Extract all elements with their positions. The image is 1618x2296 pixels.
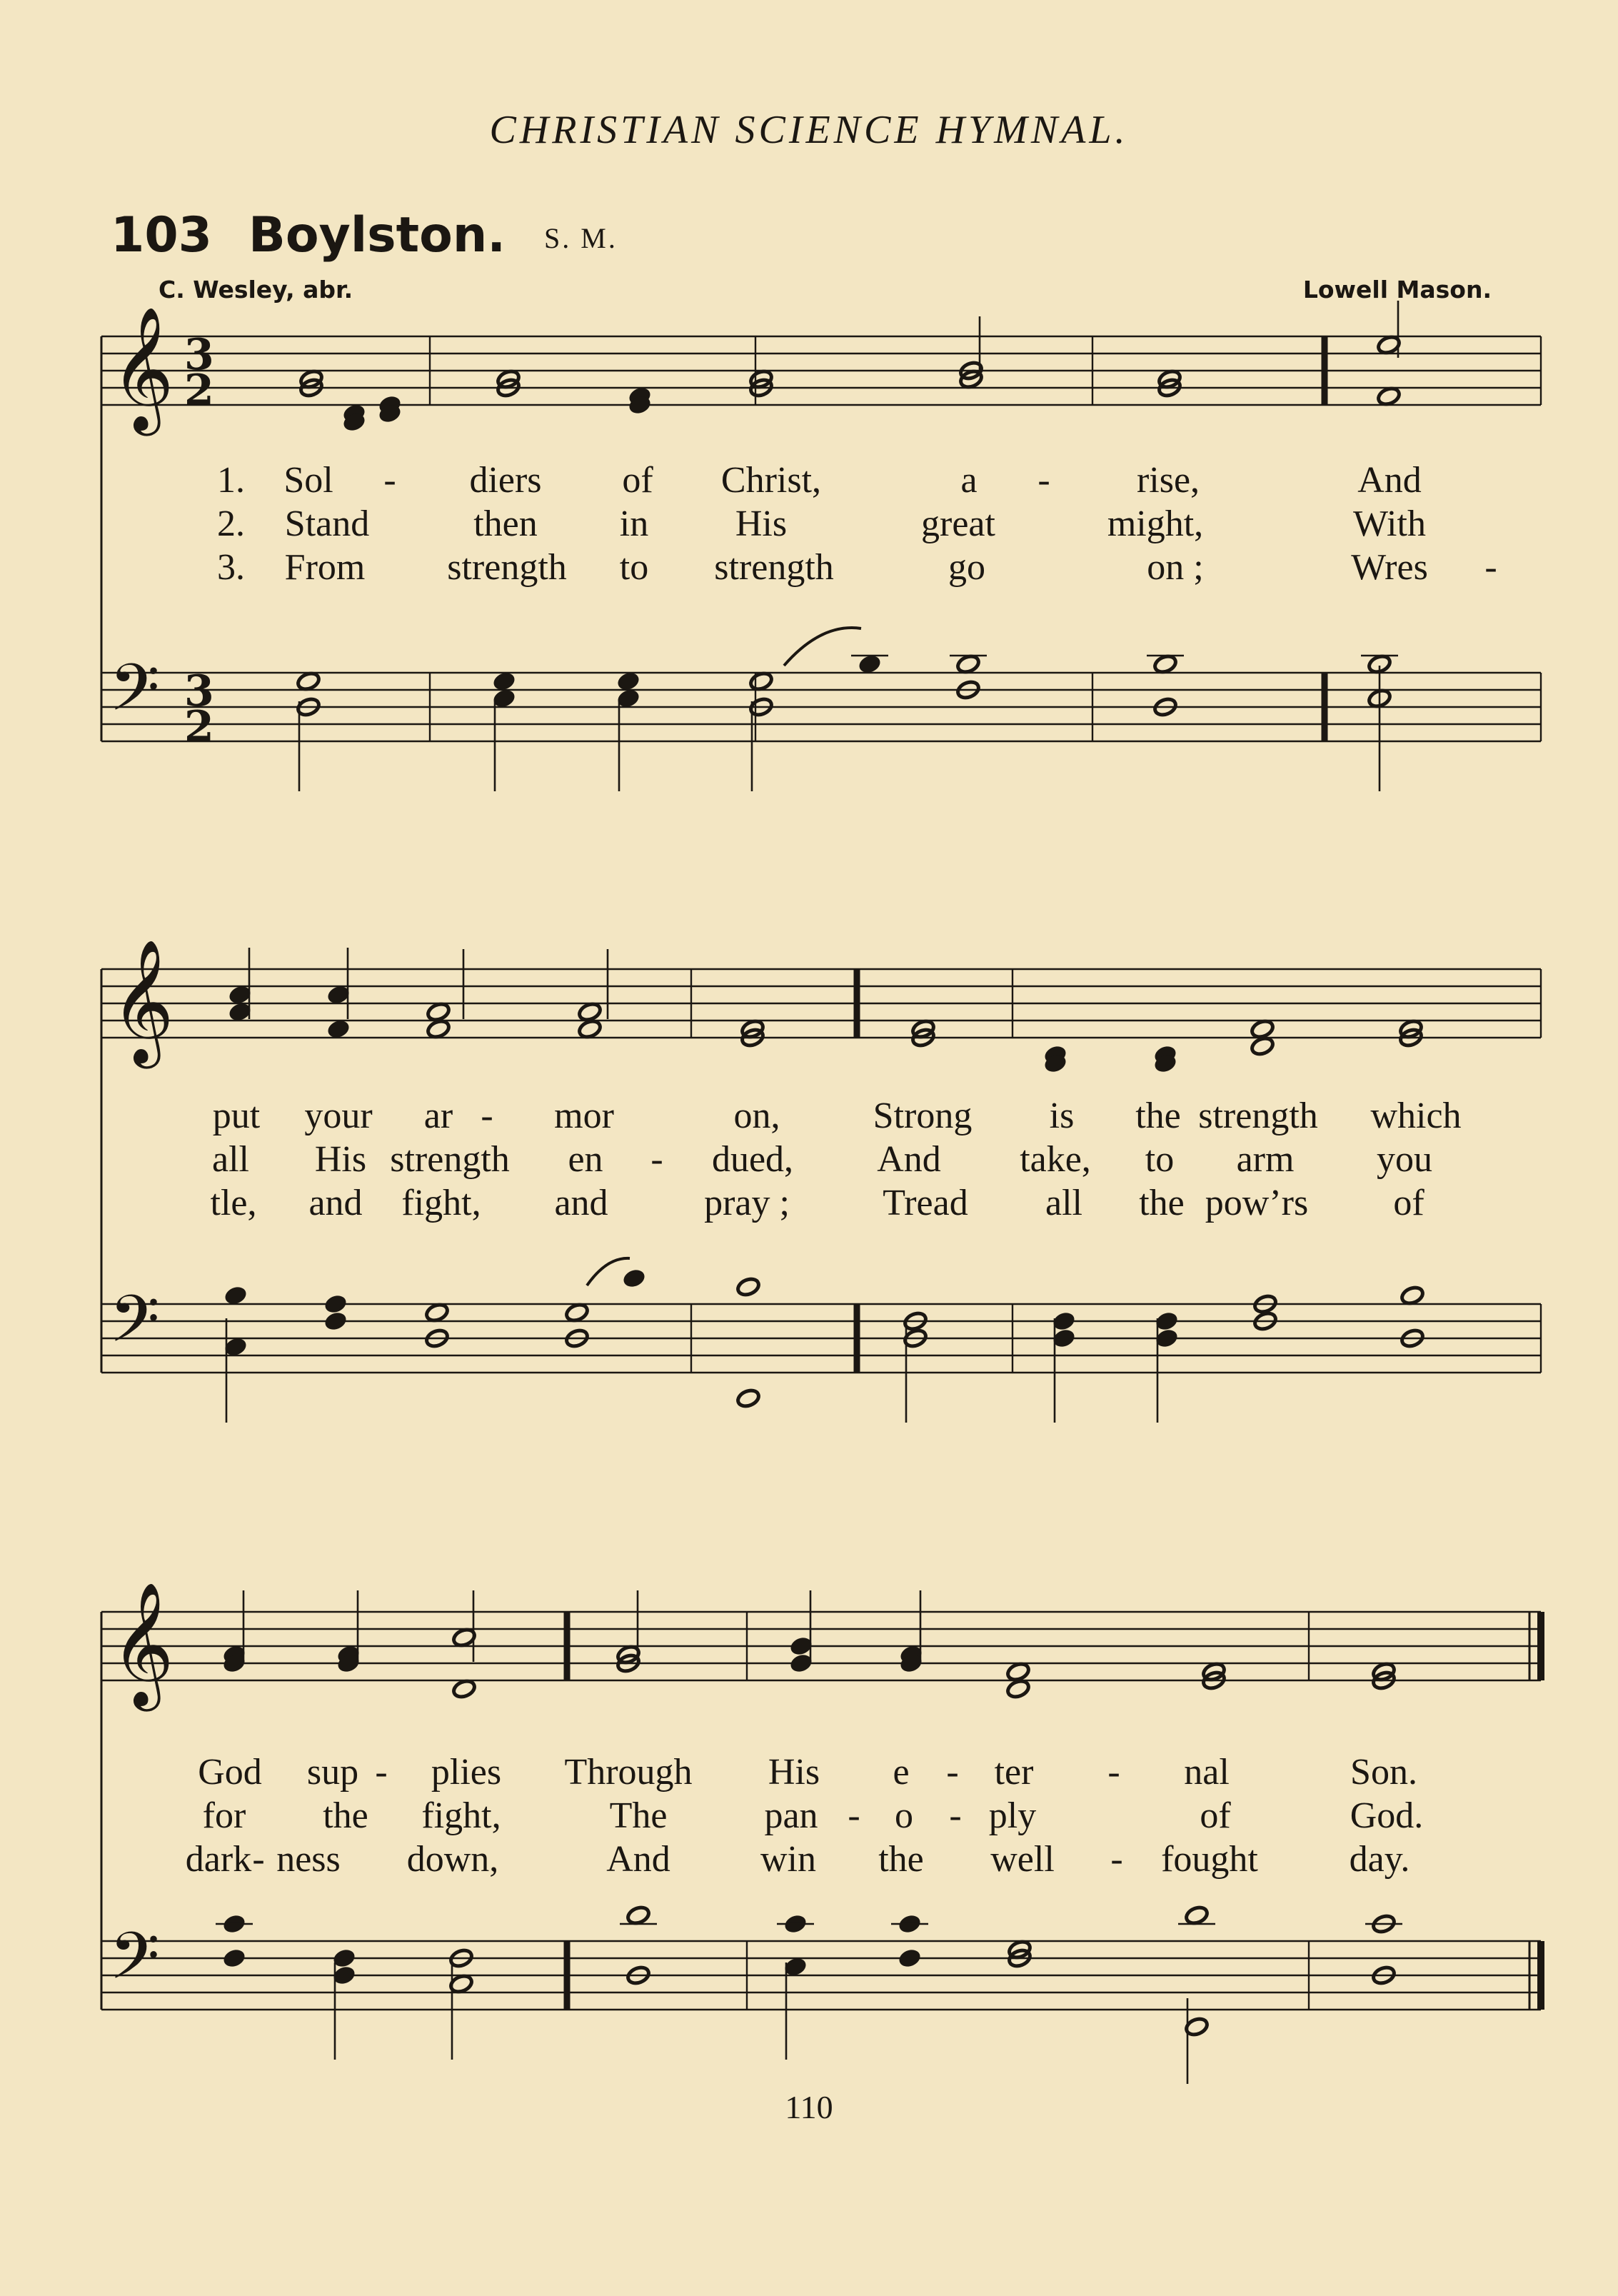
lyric-syllable: go (948, 547, 985, 588)
lyric-syllable: ar (423, 1096, 453, 1136)
half-note-head (426, 1018, 451, 1040)
lyric-syllable: Through (564, 1752, 693, 1793)
lyric-syllable: ness (276, 1839, 341, 1880)
lyric-syllable: mor (554, 1096, 614, 1136)
quarter-note-head (323, 1310, 348, 1333)
lyric-syllable: win (760, 1839, 816, 1880)
half-note-head (1005, 1661, 1030, 1683)
lyric-syllable: God (198, 1752, 262, 1793)
lyric-syllable: sup (306, 1752, 359, 1793)
lyric-syllable: And (877, 1139, 941, 1180)
running-header: CHRISTIAN SCIENCE HYMNAL. (489, 108, 1129, 152)
lyric-syllable: put (212, 1096, 261, 1136)
lyric-syllable: With (1353, 503, 1426, 544)
lyric-syllable: - (481, 1096, 493, 1136)
half-note-head (1400, 1285, 1424, 1306)
lyric-syllable: - (252, 1839, 265, 1880)
treble-clef-icon: 𝄞 (111, 1582, 174, 1706)
half-note-head (577, 1001, 602, 1023)
lyric-syllable: a (960, 460, 978, 501)
lyric-syllable: in (619, 503, 649, 544)
lyric-syllable: And (606, 1839, 670, 1880)
lyric-syllable: God. (1350, 1795, 1424, 1836)
half-note-head (426, 1001, 451, 1023)
bass-clef-icon: 𝄢 (109, 1918, 160, 2010)
lyric-syllable: dark (185, 1839, 252, 1880)
half-note-head (748, 671, 773, 692)
half-note-head (577, 1018, 602, 1040)
time-signature-top: 3 (184, 666, 214, 716)
lyric-syllable: His (314, 1139, 367, 1180)
verse-number-2: 2. (217, 503, 245, 544)
lyric-syllable: plies (431, 1752, 502, 1793)
lyric-syllable: well (990, 1839, 1055, 1880)
half-note-head (1184, 1905, 1209, 1926)
half-note-head (1152, 653, 1177, 675)
lyric-syllable: arm (1236, 1139, 1295, 1180)
half-note-head (735, 1388, 760, 1409)
lyric-syllable: o (895, 1795, 913, 1836)
lyric-syllable: and (554, 1183, 608, 1223)
lyric-syllable: ply (988, 1795, 1037, 1836)
lyric-syllable: to (619, 547, 649, 588)
lyric-syllable: of (1393, 1183, 1424, 1223)
composer-credit: Lowell Mason. (1302, 276, 1492, 304)
lyric-syllable: strength (447, 547, 567, 588)
lyric-syllable: might, (1107, 503, 1204, 544)
lyric-syllable: for (202, 1795, 246, 1836)
half-note-head (735, 1276, 760, 1298)
lyric-syllable: From (284, 547, 366, 588)
author-credit: C. Wesley, abr. (159, 276, 353, 304)
lyric-syllable: tle, (210, 1183, 257, 1223)
half-note-head (955, 653, 980, 675)
time-signature-top: 3 (184, 330, 214, 380)
lyric-syllable: Wres (1351, 547, 1428, 588)
lyric-syllable: to (1145, 1139, 1175, 1180)
lyric-syllable: then (473, 503, 538, 544)
lyric-syllable: - (1107, 1752, 1120, 1793)
treble-clef-icon: 𝄞 (111, 306, 174, 431)
lyric-syllable: Sol (283, 460, 333, 501)
page-number: 110 (785, 2089, 833, 2125)
lyric-syllable: nal (1184, 1752, 1230, 1793)
lyric-syllable: of (1200, 1795, 1231, 1836)
lyric-syllable: - (848, 1795, 860, 1836)
lyric-syllable: is (1049, 1096, 1075, 1136)
lyric-syllable: great (921, 503, 995, 544)
lyric-syllable: which (1370, 1096, 1462, 1136)
lyric-syllable: on ; (1147, 547, 1204, 588)
lyric-syllable: e (893, 1752, 910, 1793)
lyric-syllable: fight, (421, 1795, 501, 1836)
lyric-syllable: pray ; (704, 1183, 790, 1223)
lyric-syllable: all (212, 1139, 249, 1180)
lyric-syllable: pow’rs (1205, 1183, 1309, 1223)
lyric-syllable: Tread (883, 1183, 968, 1223)
bass-clef-icon: 𝄢 (109, 650, 160, 741)
treble-clef-icon: 𝄞 (111, 939, 174, 1063)
lyric-syllable: strength (714, 547, 834, 588)
lyric-syllable: you (1377, 1139, 1432, 1180)
lyric-syllable: His (768, 1752, 820, 1793)
lyric-syllable: the (1135, 1096, 1181, 1136)
half-note-head (424, 1302, 449, 1323)
slur (784, 628, 861, 666)
lyric-syllable: - (946, 1752, 959, 1793)
half-note-head (1250, 1018, 1275, 1040)
half-note-head (1376, 386, 1401, 407)
half-note-head (1250, 1036, 1275, 1057)
half-note-head (564, 1302, 589, 1323)
lyric-syllable: on, (733, 1096, 780, 1136)
quarter-note-head (323, 1293, 348, 1315)
lyric-syllable: Christ, (720, 460, 822, 501)
lyric-syllable: - (375, 1752, 388, 1793)
lyric-syllable: - (383, 460, 396, 501)
lyric-syllable: the (1139, 1183, 1185, 1223)
half-note-head (1005, 1678, 1030, 1700)
lyric-syllable: dued, (711, 1139, 794, 1180)
lyric-syllable: the (323, 1795, 368, 1836)
time-signature-bottom: 2 (184, 702, 214, 752)
lyric-syllable: - (949, 1795, 962, 1836)
lyric-syllable: Strong (873, 1096, 973, 1136)
quarter-note-head (621, 1267, 647, 1290)
lyric-syllable: His (735, 503, 788, 544)
lyric-syllable: rise, (1136, 460, 1200, 501)
hymn-number: 103 (111, 207, 212, 264)
lyric-syllable: take, (1020, 1139, 1091, 1180)
lyric-syllable: - (650, 1139, 663, 1180)
bass-clef-icon: 𝄢 (109, 1281, 160, 1373)
time-signature-bottom: 2 (184, 366, 214, 416)
lyric-syllable: Son. (1350, 1752, 1417, 1793)
quarter-note-head (221, 1947, 247, 1970)
hymn-meter: S. M. (544, 222, 618, 254)
quarter-note-head (897, 1947, 923, 1970)
lyric-syllable: - (1484, 547, 1497, 588)
lyric-syllable: day. (1349, 1839, 1410, 1880)
lyric-syllable: all (1045, 1183, 1082, 1223)
lyric-syllable: - (1037, 460, 1050, 501)
lyric-syllable: The (609, 1795, 668, 1836)
half-note-head (625, 1905, 650, 1926)
lyric-syllable: your (304, 1096, 373, 1136)
slur (587, 1258, 630, 1285)
lyric-syllable: en (568, 1139, 603, 1180)
lyric-syllable: down, (406, 1839, 499, 1880)
verse-number-1: 1. (217, 460, 245, 501)
half-note-head (296, 671, 321, 692)
lyric-syllable: strength (1198, 1096, 1318, 1136)
lyric-syllable: fight, (401, 1183, 481, 1223)
lyric-syllable: the (878, 1839, 924, 1880)
lyric-syllable: of (622, 460, 653, 501)
verse-number-3: 3. (217, 547, 245, 588)
lyric-syllable: fought (1161, 1839, 1258, 1880)
lyric-syllable: Stand (284, 503, 370, 544)
lyric-syllable: and (308, 1183, 363, 1223)
lyric-syllable: pan (764, 1795, 818, 1836)
half-note-head (451, 1678, 476, 1700)
lyric-syllable: diers (469, 460, 542, 501)
lyric-syllable: strength (390, 1139, 510, 1180)
lyric-syllable: - (1110, 1839, 1123, 1880)
lyric-syllable: And (1357, 460, 1422, 501)
hymn-tune-name: Boylston. (248, 207, 506, 264)
lyric-syllable: ter (994, 1752, 1034, 1793)
